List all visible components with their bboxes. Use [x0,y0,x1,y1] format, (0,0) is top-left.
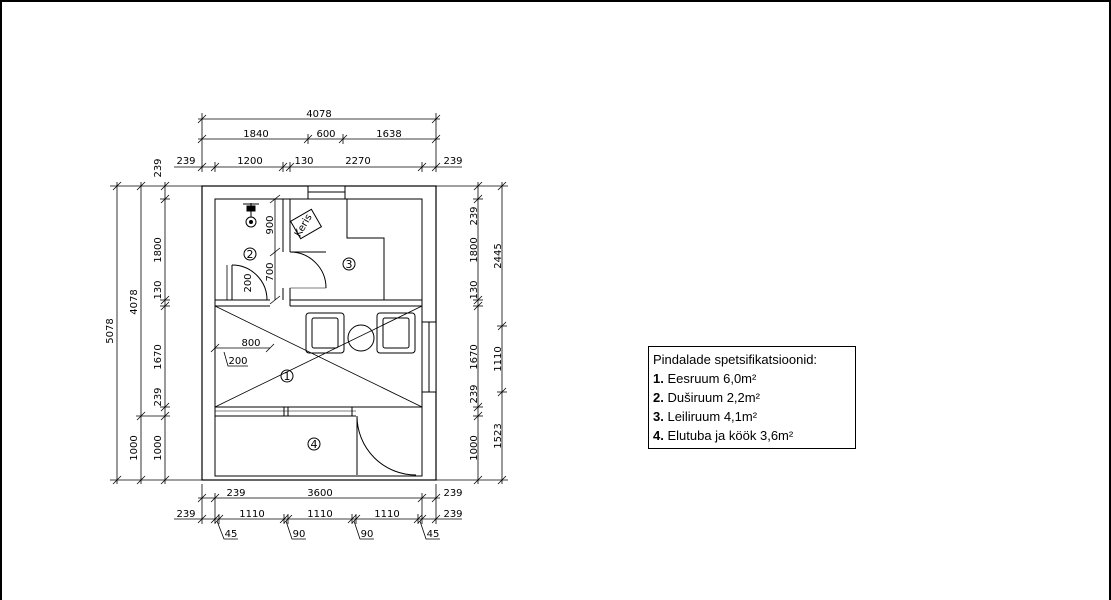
legend-item: 2. Duširuum 2,2m² [653,390,760,405]
dim-top-130: 130 [294,156,314,167]
area-legend [648,346,856,449]
legend-item: 3. Leiliruum 4,1m² [653,409,758,424]
legend-title: Pindalade spetsifikatsioonid: [653,352,818,367]
dim-bottom-45-a: 45 [224,529,238,540]
dim-top-2270: 2270 [345,156,371,167]
dim-left-239-mid: 239 [153,387,164,407]
dim-bottom-239-c: 239 [176,509,196,520]
dim-bottom-3600: 3600 [307,488,333,499]
dim-right-1670: 1670 [469,344,480,370]
shower-icon [243,203,259,227]
dim-bottom-1110-c: 1110 [374,509,400,520]
room-number-2: 2 [246,248,254,261]
table-icon [348,325,374,351]
dim-bottom-1110-b: 1110 [307,509,333,520]
room-number-3: 3 [345,258,353,271]
dim-top-overall: 4078 [306,109,332,120]
dim-inner-900: 900 [265,215,276,235]
dim-right-1523: 1523 [493,423,504,449]
dim-left-239-top: 239 [153,158,164,178]
dim-right-1800: 1800 [469,237,480,263]
room-number-1: 1 [283,370,291,383]
dim-left-1670: 1670 [153,344,164,370]
dim-bottom-239-d: 239 [443,509,463,520]
dim-left-130: 130 [153,280,164,300]
dim-bottom-1110-a: 1110 [239,509,265,520]
dim-left-1000-outer: 1000 [129,435,140,461]
dim-left-1000: 1000 [153,435,164,461]
dim-right-239-top: 239 [469,206,480,226]
dim-inner-800: 800 [241,338,261,349]
dim-right-239-mid: 239 [469,384,480,404]
dim-right-2445: 2445 [493,243,504,269]
stove-label: Keris [292,212,315,240]
chair-left-icon [306,313,344,353]
dim-bottom-239-a: 239 [226,488,246,499]
dim-top-1638: 1638 [376,129,402,140]
dim-bottom-90-a: 90 [292,529,306,540]
dim-top-239-right: 239 [443,156,463,167]
dim-top-239-left: 239 [176,156,196,167]
dim-bottom-239-b: 239 [443,488,463,499]
dim-left-overall: 5078 [105,318,116,344]
dim-inner-200-door: 200 [243,273,254,293]
dim-top-1840: 1840 [243,129,269,140]
room-number-4: 4 [310,438,318,451]
dim-bottom-90-b: 90 [360,529,374,540]
dim-right-1000: 1000 [469,435,480,461]
dim-right-1110: 1110 [493,346,504,372]
legend-item: 4. Elutuba ja köök 3,6m² [653,428,794,443]
dim-top-1200: 1200 [237,156,263,167]
dim-left-1800: 1800 [153,237,164,263]
dim-inner-200: 200 [228,356,248,367]
dim-right-130: 130 [469,280,480,300]
dim-top-600: 600 [316,129,336,140]
outer-wall-outline [202,186,436,480]
legend-item: 1. Eesruum 6,0m² [653,371,757,386]
dim-left-inner: 4078 [129,289,140,315]
dim-bottom-45-b: 45 [426,529,440,540]
dim-inner-700: 700 [265,262,276,282]
